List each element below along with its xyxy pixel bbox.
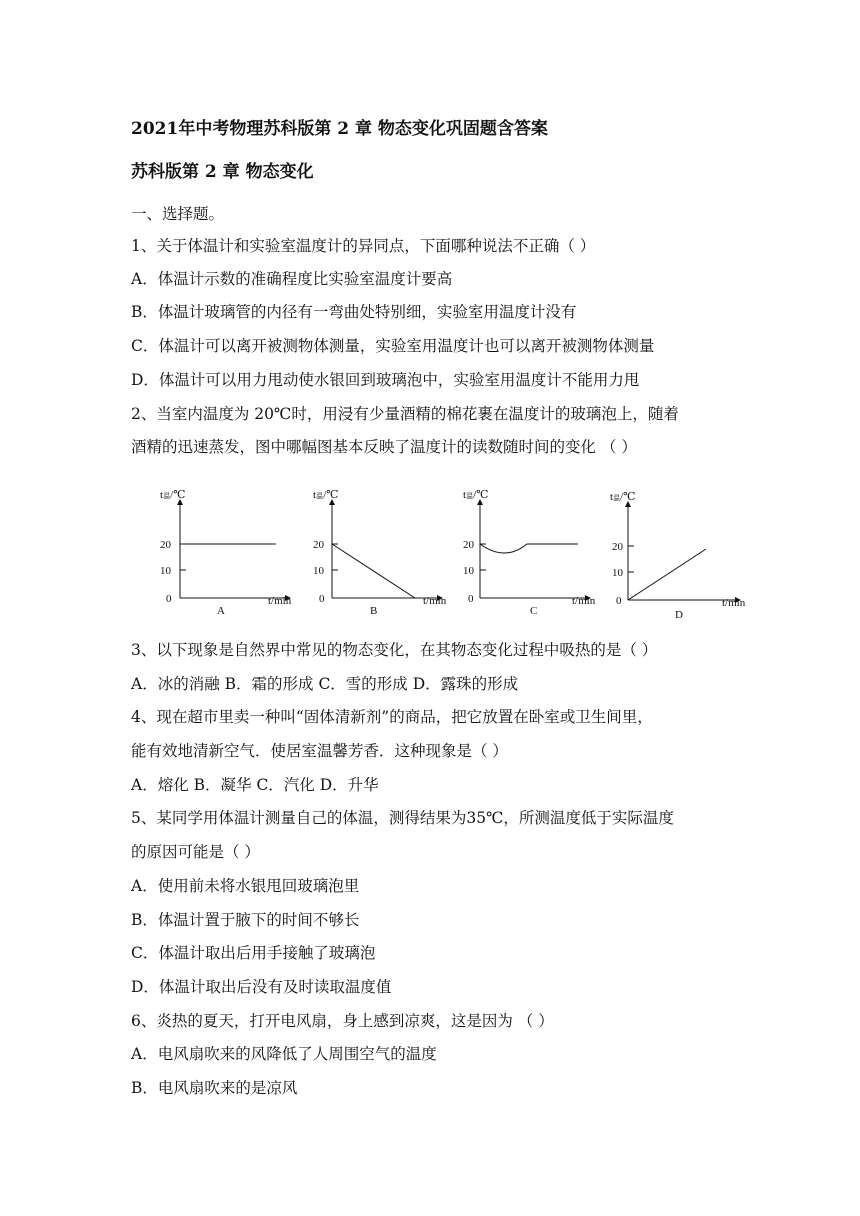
svg-text:t温/℃: t温/℃ [160, 489, 186, 501]
question-2-line1: 2、当室内温度为 20℃时，用浸有少量酒精的棉花裹在温度计的玻璃泡上，随着 [131, 405, 679, 423]
graph-a [160, 489, 292, 617]
option-5d: D．体温计取出后没有及时读取温度值 [131, 978, 392, 996]
options-3: A．冰的消融 B．霜的形成 C．雪的形成 D．露珠的形成 [131, 675, 519, 693]
graph-c [463, 489, 596, 617]
graph-d-tick-10: 10 [612, 567, 623, 579]
graph-d-xlabel: t/min [722, 597, 746, 609]
graph-b-tick-20: 20 [313, 539, 324, 551]
chapter-heading: 苏科版第 2 章 物态变化 [131, 162, 314, 182]
question-4-line1: 4、现在超市里卖一种叫“固体清新剂”的商品，把它放置在卧室或卫生间里， [131, 708, 653, 726]
graph-c-tick-20: 20 [463, 539, 474, 551]
graph-c-ylabel: t [463, 489, 467, 501]
svg-text:t温/℃: t温/℃ [463, 489, 489, 501]
option-5b: B．体温计置于腋下的时间不够长 [131, 911, 360, 929]
option-1d: D．体温计可以用力甩动使水银回到玻璃泡中，实验室用温度计不能用力甩 [131, 371, 640, 389]
graph-c-label: C [530, 605, 538, 617]
temperature-graphs [150, 478, 770, 628]
graph-b [313, 489, 447, 617]
question-5-line1: 5、某同学用体温计测量自己的体温，测得结果为35℃，所测温度低于实际温度 [131, 809, 674, 827]
graph-d-tick-20: 20 [612, 541, 623, 553]
question-5-line2: 的原因可能是（ ） [131, 843, 260, 861]
question-6: 6、炎热的夏天，打开电风扇，身上感到凉爽，这是因为 （ ） [131, 1012, 554, 1030]
graph-d-label: D [675, 609, 683, 621]
option-6b: B．电风扇吹来的是凉风 [131, 1079, 298, 1097]
section-heading: 一、选择题。 [131, 205, 225, 223]
svg-text:t温/℃: t温/℃ [313, 489, 339, 501]
graphs-figure [150, 478, 770, 628]
graph-d [610, 491, 746, 621]
svg-text:t温/℃: t温/℃ [610, 491, 636, 503]
question-4-line2: 能有效地清新空气．使居室温馨芳香．这种现象是（ ） [131, 742, 508, 760]
graph-b-label: B [370, 605, 378, 617]
graph-d-ylabel: t [610, 491, 614, 503]
graph-a-tick-10: 10 [160, 565, 171, 577]
graph-a-label: A [217, 605, 225, 617]
graph-c-tick-0: 0 [468, 593, 474, 605]
graph-a-tick-20: 20 [160, 539, 171, 551]
question-1: 1、关于体温计和实验室温度计的异同点，下面哪种说法不正确（ ） [131, 237, 596, 255]
option-6a: A．电风扇吹来的风降低了人周围空气的温度 [131, 1045, 437, 1063]
graph-b-xlabel: t/min [423, 595, 447, 607]
graph-a-xlabel: t/min [268, 595, 292, 607]
graph-c-xlabel: t/min [572, 595, 596, 607]
graph-b-tick-0: 0 [319, 593, 325, 605]
graph-a-ylabel: t [160, 489, 164, 501]
option-5c: C．体温计取出后用手接触了玻璃泡 [131, 944, 376, 962]
graph-c-tick-10: 10 [463, 565, 474, 577]
document-title: 2021年中考物理苏科版第 2 章 物态变化巩固题含答案 [131, 119, 548, 139]
option-1a: A．体温计示数的准确程度比实验室温度计要高 [131, 270, 453, 288]
question-3: 3、以下现象是自然界中常见的物态变化，在其物态变化过程中吸热的是（ ） [131, 641, 658, 659]
option-5a: A．使用前未将水银甩回玻璃泡里 [131, 877, 360, 895]
graph-d-tick-0: 0 [616, 595, 622, 607]
graph-b-tick-10: 10 [313, 565, 324, 577]
graph-a-tick-0: 0 [166, 593, 172, 605]
question-2-line2: 酒精的迅速蒸发，图中哪幅图基本反映了温度计的读数随时间的变化 （ ） [131, 438, 637, 456]
graph-b-ylabel: t [313, 489, 317, 501]
option-1c: C．体温计可以离开被测物体测量，实验室用温度计也可以离开被测物体测量 [131, 337, 655, 355]
option-1b: B．体温计玻璃管的内径有一弯曲处特别细，实验室用温度计没有 [131, 303, 577, 321]
options-4: A．熔化 B．凝华 C．汽化 D．升华 [131, 776, 379, 794]
